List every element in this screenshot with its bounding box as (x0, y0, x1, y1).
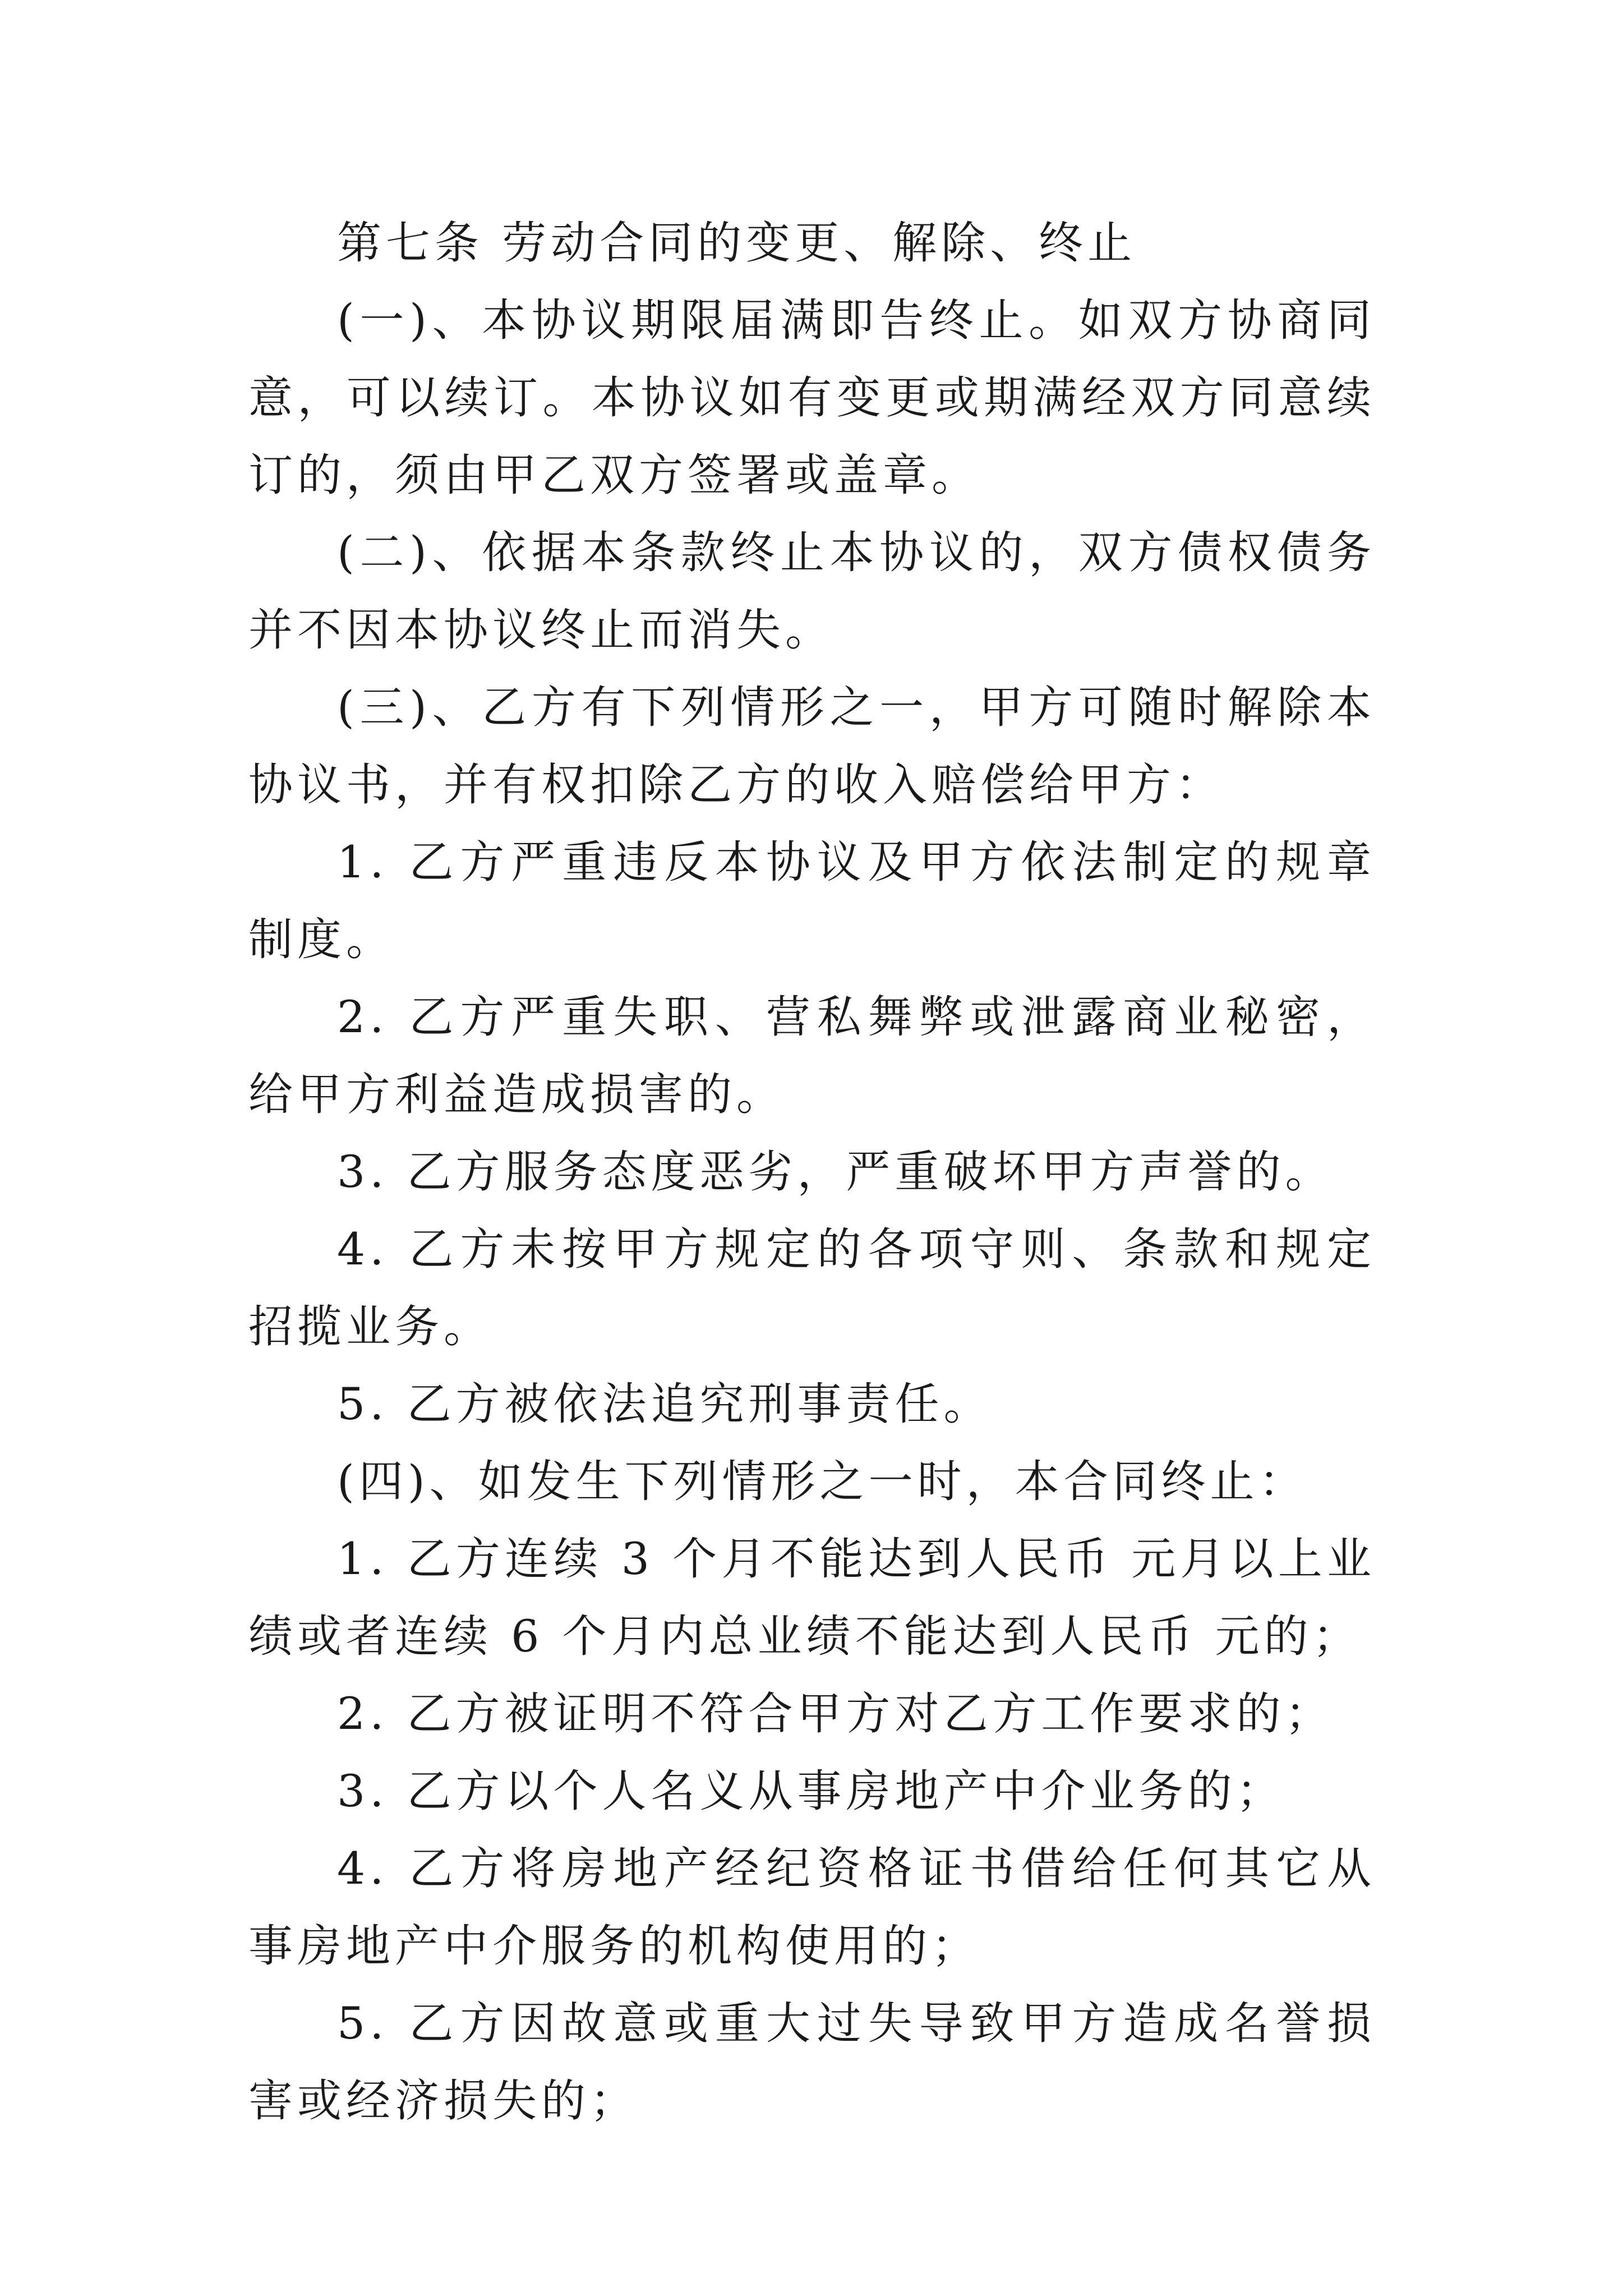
document-body (248, 204, 1376, 2139)
clause-3-item-2: 2. 乙方严重失职、营私舞弊或泄露商业秘密，给甲方利益造成损害的。 (248, 991, 1376, 1120)
clause-3-item-1: 1. 乙方严重违反本协议及甲方依法制定的规章制度。 (248, 836, 1376, 965)
clause-3: (三)、乙方有下列情形之一，甲方可随时解除本协议书，并有权扣除乙方的收入赔偿给甲方： (248, 682, 1376, 811)
clause-4-item-1: 1. 乙方连续 3 个月不能达到人民币 元月以上业绩或者连续 6 个月内总业绩不能达到人民币 元的； (248, 1533, 1376, 1662)
clause-4-item-4: 4. 乙方将房地产经纪资格证书借给任何其它从事房地产中介服务的机构使用的； (248, 1843, 1376, 1972)
clause-3-item-3: 3. 乙方服务态度恶劣，严重破坏甲方声誉的。 (337, 1146, 1334, 1198)
article-heading: 第七条 劳动合同的变更、解除、终止 (337, 217, 1137, 269)
clause-4-item-3: 3. 乙方以个人名义从事房地产中介业务的； (337, 1765, 1285, 1817)
clause-4-item-2: 2. 乙方被证明不符合甲方对乙方工作要求的； (337, 1688, 1334, 1740)
clause-3-item-4: 4. 乙方未按甲方规定的各项守则、条款和规定招揽业务。 (248, 1223, 1376, 1352)
clause-4-item-5: 5. 乙方因故意或重大过失导致甲方造成名誉损害或经济损失的； (248, 1998, 1376, 2127)
clause-1: (一)、本协议期限届满即告终止。如双方协商同意，可以续订。本协议如有变更或期满经双方同意续订的，须由甲乙双方签署或盖章。 (248, 295, 1376, 501)
clause-2: (二)、依据本条款终止本协议的，双方债权债务并不因本协议终止而消失。 (248, 527, 1376, 656)
clause-4: (四)、如发生下列情形之一时，本合同终止： (337, 1456, 1308, 1507)
clause-3-item-5: 5. 乙方被依法追究刑事责任。 (337, 1378, 993, 1430)
